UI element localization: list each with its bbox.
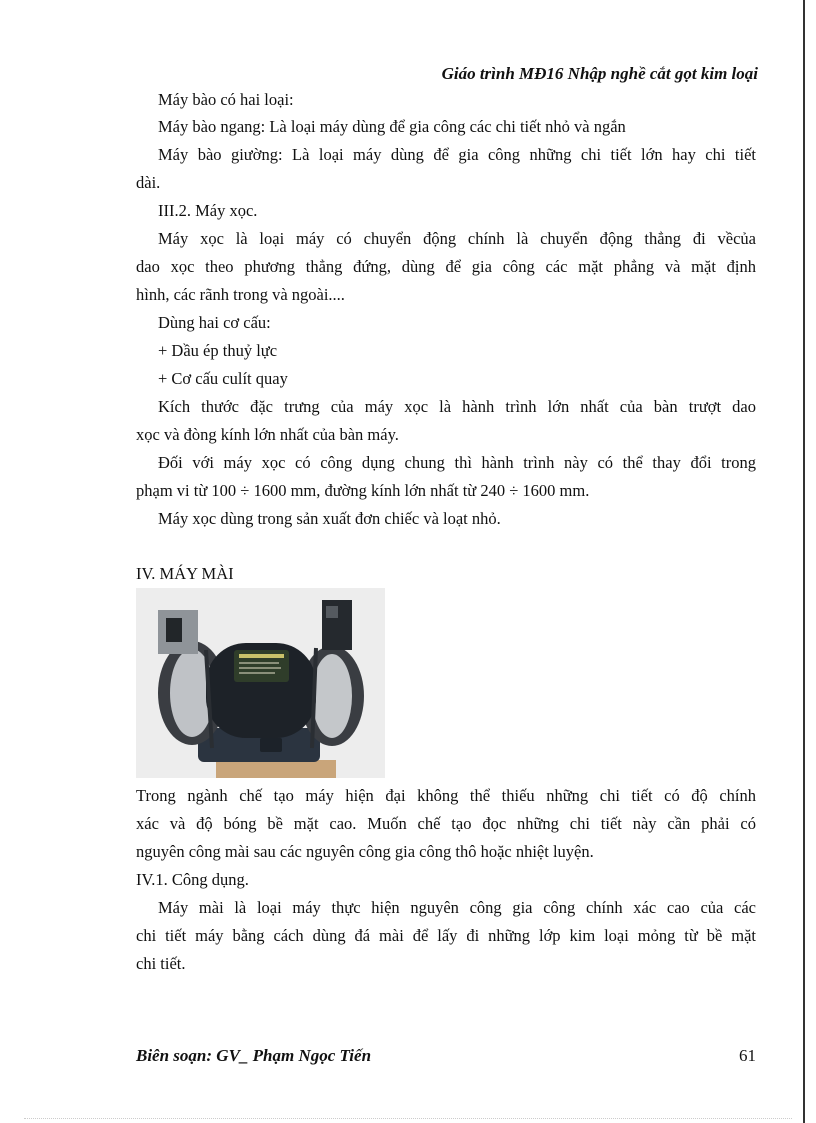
paragraph-line: chi tiết. <box>136 954 186 973</box>
running-header: Giáo trình MĐ16 Nhập nghề cắt gọt kim loại <box>441 64 758 83</box>
paragraph-line: dao xọc theo phương thẳng đứng, dùng để gia công các mặt phẳng và mặt định <box>136 257 756 276</box>
paragraph-line: xác và độ bóng bề mặt cao. Muốn chế tạo đọc những chi tiết này cần phải có <box>136 814 756 833</box>
paragraph-line: nguyên công mài sau các nguyên công gia công thô hoặc nhiệt luyện. <box>136 842 594 861</box>
paragraph-line: phạm vi từ 100 ÷ 1600 mm, đường kính lớn nhất từ 240 ÷ 1600 mm. <box>136 481 590 500</box>
paragraph-line: chi tiết máy bằng cách dùng đá mài để lấy đi những lớp kim loại mỏng từ bề mặt <box>136 926 756 945</box>
paragraph-line: xọc và đòng kính lớn nhất của bàn máy. <box>136 425 399 444</box>
paragraph-line: Máy xọc dùng trong sản xuất đơn chiếc và loạt nhỏ. <box>158 509 501 528</box>
paragraph-line: Máy bào ngang: Là loại máy dùng để gia công các chi tiết nhỏ và ngắn <box>158 117 626 136</box>
bench-grinder-photo <box>136 588 385 778</box>
paragraph-line: Máy bào có hai loại: <box>158 90 294 109</box>
page-number: 61 <box>739 1046 756 1065</box>
paragraph-line: Máy mài là loại máy thực hiện nguyên công gia công chính xác cao của các <box>158 898 756 917</box>
list-item: + Cơ cấu culít quay <box>158 369 288 388</box>
footer-divider <box>24 1118 792 1119</box>
section-heading: IV. MÁY MÀI <box>136 564 234 583</box>
section-heading: III.2. Máy xọc. <box>158 201 258 220</box>
paragraph-line: Dùng hai cơ cấu: <box>158 313 271 332</box>
paragraph-line: Máy bào giường: Là loại máy dùng để gia công những chi tiết lớn hay chi tiết <box>158 145 756 164</box>
list-item: + Dầu ép thuỷ lực <box>158 341 278 360</box>
paragraph-line: hình, các rãnh trong và ngoài.... <box>136 285 345 304</box>
footer-author: Biên soạn: GV_ Phạm Ngọc Tiến <box>136 1046 372 1065</box>
paragraph-line: Kích thước đặc trưng của máy xọc là hành trình lớn nhất của bàn trượt dao <box>158 397 756 416</box>
section-heading: IV.1. Công dụng. <box>136 870 249 889</box>
paragraph-line: dài. <box>136 173 161 192</box>
paragraph-line: Đối với máy xọc có công dụng chung thì hành trình này có thể thay đổi trong <box>158 453 756 472</box>
paragraph-line: Máy xọc là loại máy có chuyển động chính là chuyển động thẳng đi vềcủa <box>158 229 756 248</box>
paragraph-line: Trong ngành chế tạo máy hiện đại không thể thiếu những chi tiết có độ chính <box>136 786 756 805</box>
